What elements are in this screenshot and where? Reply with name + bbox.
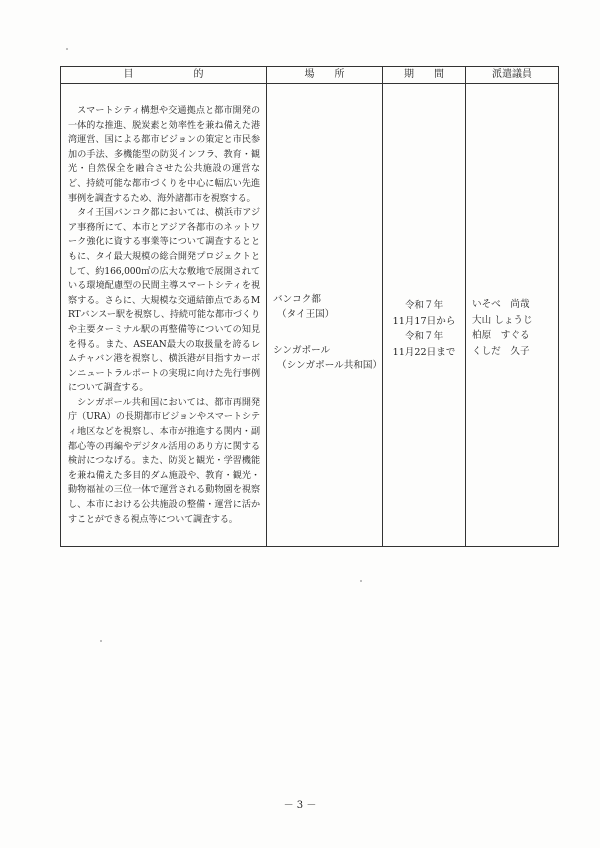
member-name: いそべ 尚哉 xyxy=(472,299,530,310)
member-name: くしだ 久子 xyxy=(472,345,530,357)
place-city-singapore: シンガポール xyxy=(273,345,331,356)
member-name: 大山 しょうじ xyxy=(472,314,533,326)
period-cell xyxy=(383,84,466,547)
purpose-cell xyxy=(61,84,267,547)
member-name: 柏原 すぐる xyxy=(472,330,530,341)
period-start-date: 11月17日から xyxy=(392,315,456,327)
place-country-thailand: （タイ王国） xyxy=(277,309,335,320)
header-period: 期 間 xyxy=(383,67,466,84)
scan-speck xyxy=(66,48,68,50)
purpose-paragraph-overview: スマートシティ構想や交通拠点と都市開発の一体的な推進、脱炭素と効率性を兼ね備えた港湾運営、国による都市ビジョンの策定と市民参加の手法、多機能型の防災インフラ、教育・観光・自然保全を融合させた公共施設の運営など、持続可能な都市づくりを中心に幅広い先進事例を調査するため、海外諸都市を視察する。 xyxy=(68,106,260,204)
header-place: 場 所 xyxy=(267,67,383,84)
place-city-bangkok: バンコク都 xyxy=(273,294,321,305)
header-purpose: 目 的 xyxy=(61,67,267,84)
header-members: 派遣議員 xyxy=(466,67,559,84)
period-end-era: 令和７年 xyxy=(404,331,444,342)
place-cell xyxy=(267,84,383,547)
table-row xyxy=(61,84,559,547)
purpose-paragraph-bangkok: タイ王国バンコク都においては、横浜市アジア事務所にて、本市とアジア各都市のネットワーク強化に資する事業等について調査するとともに、タイ最大規模の総合開発プロジェクトとして、約166,000㎡の広大な敷地で展開されている環境配慮型の民間主導スマートシティを視察する。さらに、大規模な交通結節点であるMRTバンスー駅を視察し、持続可能な都市づくりや主要ターミナル駅の再整備等についての知見を得る。また、ASEAN最大の取扱量を誇るレムチャバン港を視察し、横浜港が目指すカーボンニュートラルポートの実現に向けた先行事例について調査する。 xyxy=(68,208,260,394)
page-number: － 3 － xyxy=(283,800,317,811)
place-country-singapore: （シンガポール共和国） xyxy=(277,360,383,371)
dispatch-table xyxy=(60,66,559,547)
members-cell xyxy=(466,84,559,547)
table-header-row xyxy=(61,67,559,84)
purpose-paragraph-singapore: シンガポール共和国においては、都市再開発庁（URA）の長期都市ビジョンやスマートシティ地区などを視察し、本市が推進する関内・副都心等の再編やデジタル活用のあり方に関する検討につなげる。また、防災と観光・学習機能を兼ね備えた多目的ダム施設や、教育・観光・動物福祉の三位一体で運営される動物園を視察し、本市における公共施設の整備・運営に活かすことができる視点等について調査する。 xyxy=(68,397,260,525)
period-end-date: 11月22日まで xyxy=(392,346,456,358)
scan-speck xyxy=(360,580,362,582)
scan-speck xyxy=(100,640,102,642)
period-start-era: 令和７年 xyxy=(404,300,444,311)
